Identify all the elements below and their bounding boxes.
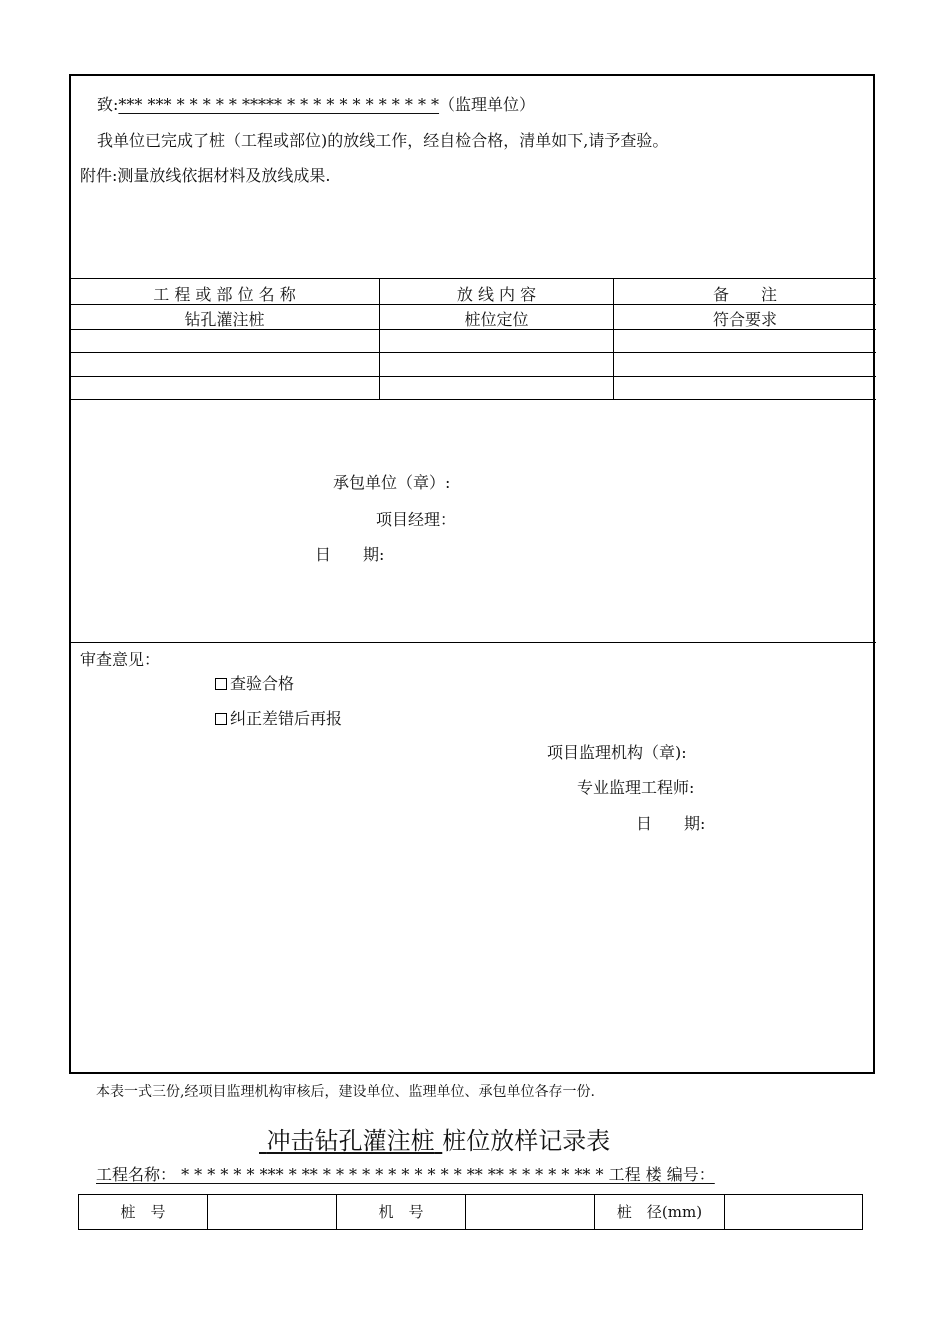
footnote: 本表一式三份,经项目监理机构审核后，建设单位、监理单位、承包单位各存一份. [96,1084,595,1100]
header-remarks: 备 注 [712,285,777,304]
table-top-border [70,278,876,279]
contractor-date-label: 日 期: [315,545,385,564]
supervision-unit-name: *** *** * * * * * ***** * * * * * * * * * * * * [118,95,440,114]
header-layout-content: 放 线 内 容 [456,285,537,304]
notice-body: 我单位已完成了桩（工程或部位)的放线工作，经自检合格，清单如下,请予查验。 [97,131,669,150]
record-title-pile-type: 冲击钻孔灌注桩 [266,1127,435,1155]
option-pass[interactable] [215,671,294,694]
project-name-line: 工程名称： * * * * * * *** * ** * * * * * * * * * * * ** ** * * * * * ** * 工程 楼 编号： [96,1165,715,1184]
supervision-org-label: 项目监理机构（章): [547,743,687,762]
header-project-part: 工 程 或 部 位 名 称 [153,285,296,304]
addressee-line [97,92,535,115]
record-title-text: 桩位放样记录表 [442,1127,611,1155]
section-divider [70,642,876,643]
form-frame [69,74,875,1074]
supervision-engineer-label: 专业监理工程师: [577,778,695,797]
checkbox[interactable] [215,678,227,690]
attachment-note: 附件:测量放线依据材料及放线成果. [80,166,331,185]
contractor-unit-label: 承包单位（章）: [333,473,451,492]
table-bottom-border [70,399,876,400]
checkbox[interactable] [215,713,227,725]
review-opinion-label: 审查意见： [80,650,161,669]
table-cell: 钻孔灌注桩 [184,310,265,329]
pile-number-value[interactable] [208,1195,337,1229]
table-row-divider [70,352,876,353]
pile-info-table [78,1194,863,1230]
table-cell: 符合要求 [712,310,777,329]
option-pass-label: 查验合格 [230,674,295,693]
table-cell: 桩位定位 [464,310,529,329]
option-fix-label: 纠正差错后再报 [230,709,343,728]
pile-number-label: 桩 号 [79,1195,208,1229]
machine-number-label: 机 号 [337,1195,466,1229]
project-manager-label: 项目经理： [376,510,457,529]
addressee-suffix: （监理单位） [439,95,536,114]
addressee-prefix: 致: [97,95,119,114]
pile-diameter-value[interactable] [725,1195,862,1229]
review-date-label: 日 期: [636,814,706,833]
machine-number-value[interactable] [466,1195,595,1229]
pile-diameter-label: 桩 径(mm) [595,1195,725,1229]
record-title [259,1121,610,1156]
option-fix[interactable] [215,706,342,729]
table-row-divider [70,376,876,377]
